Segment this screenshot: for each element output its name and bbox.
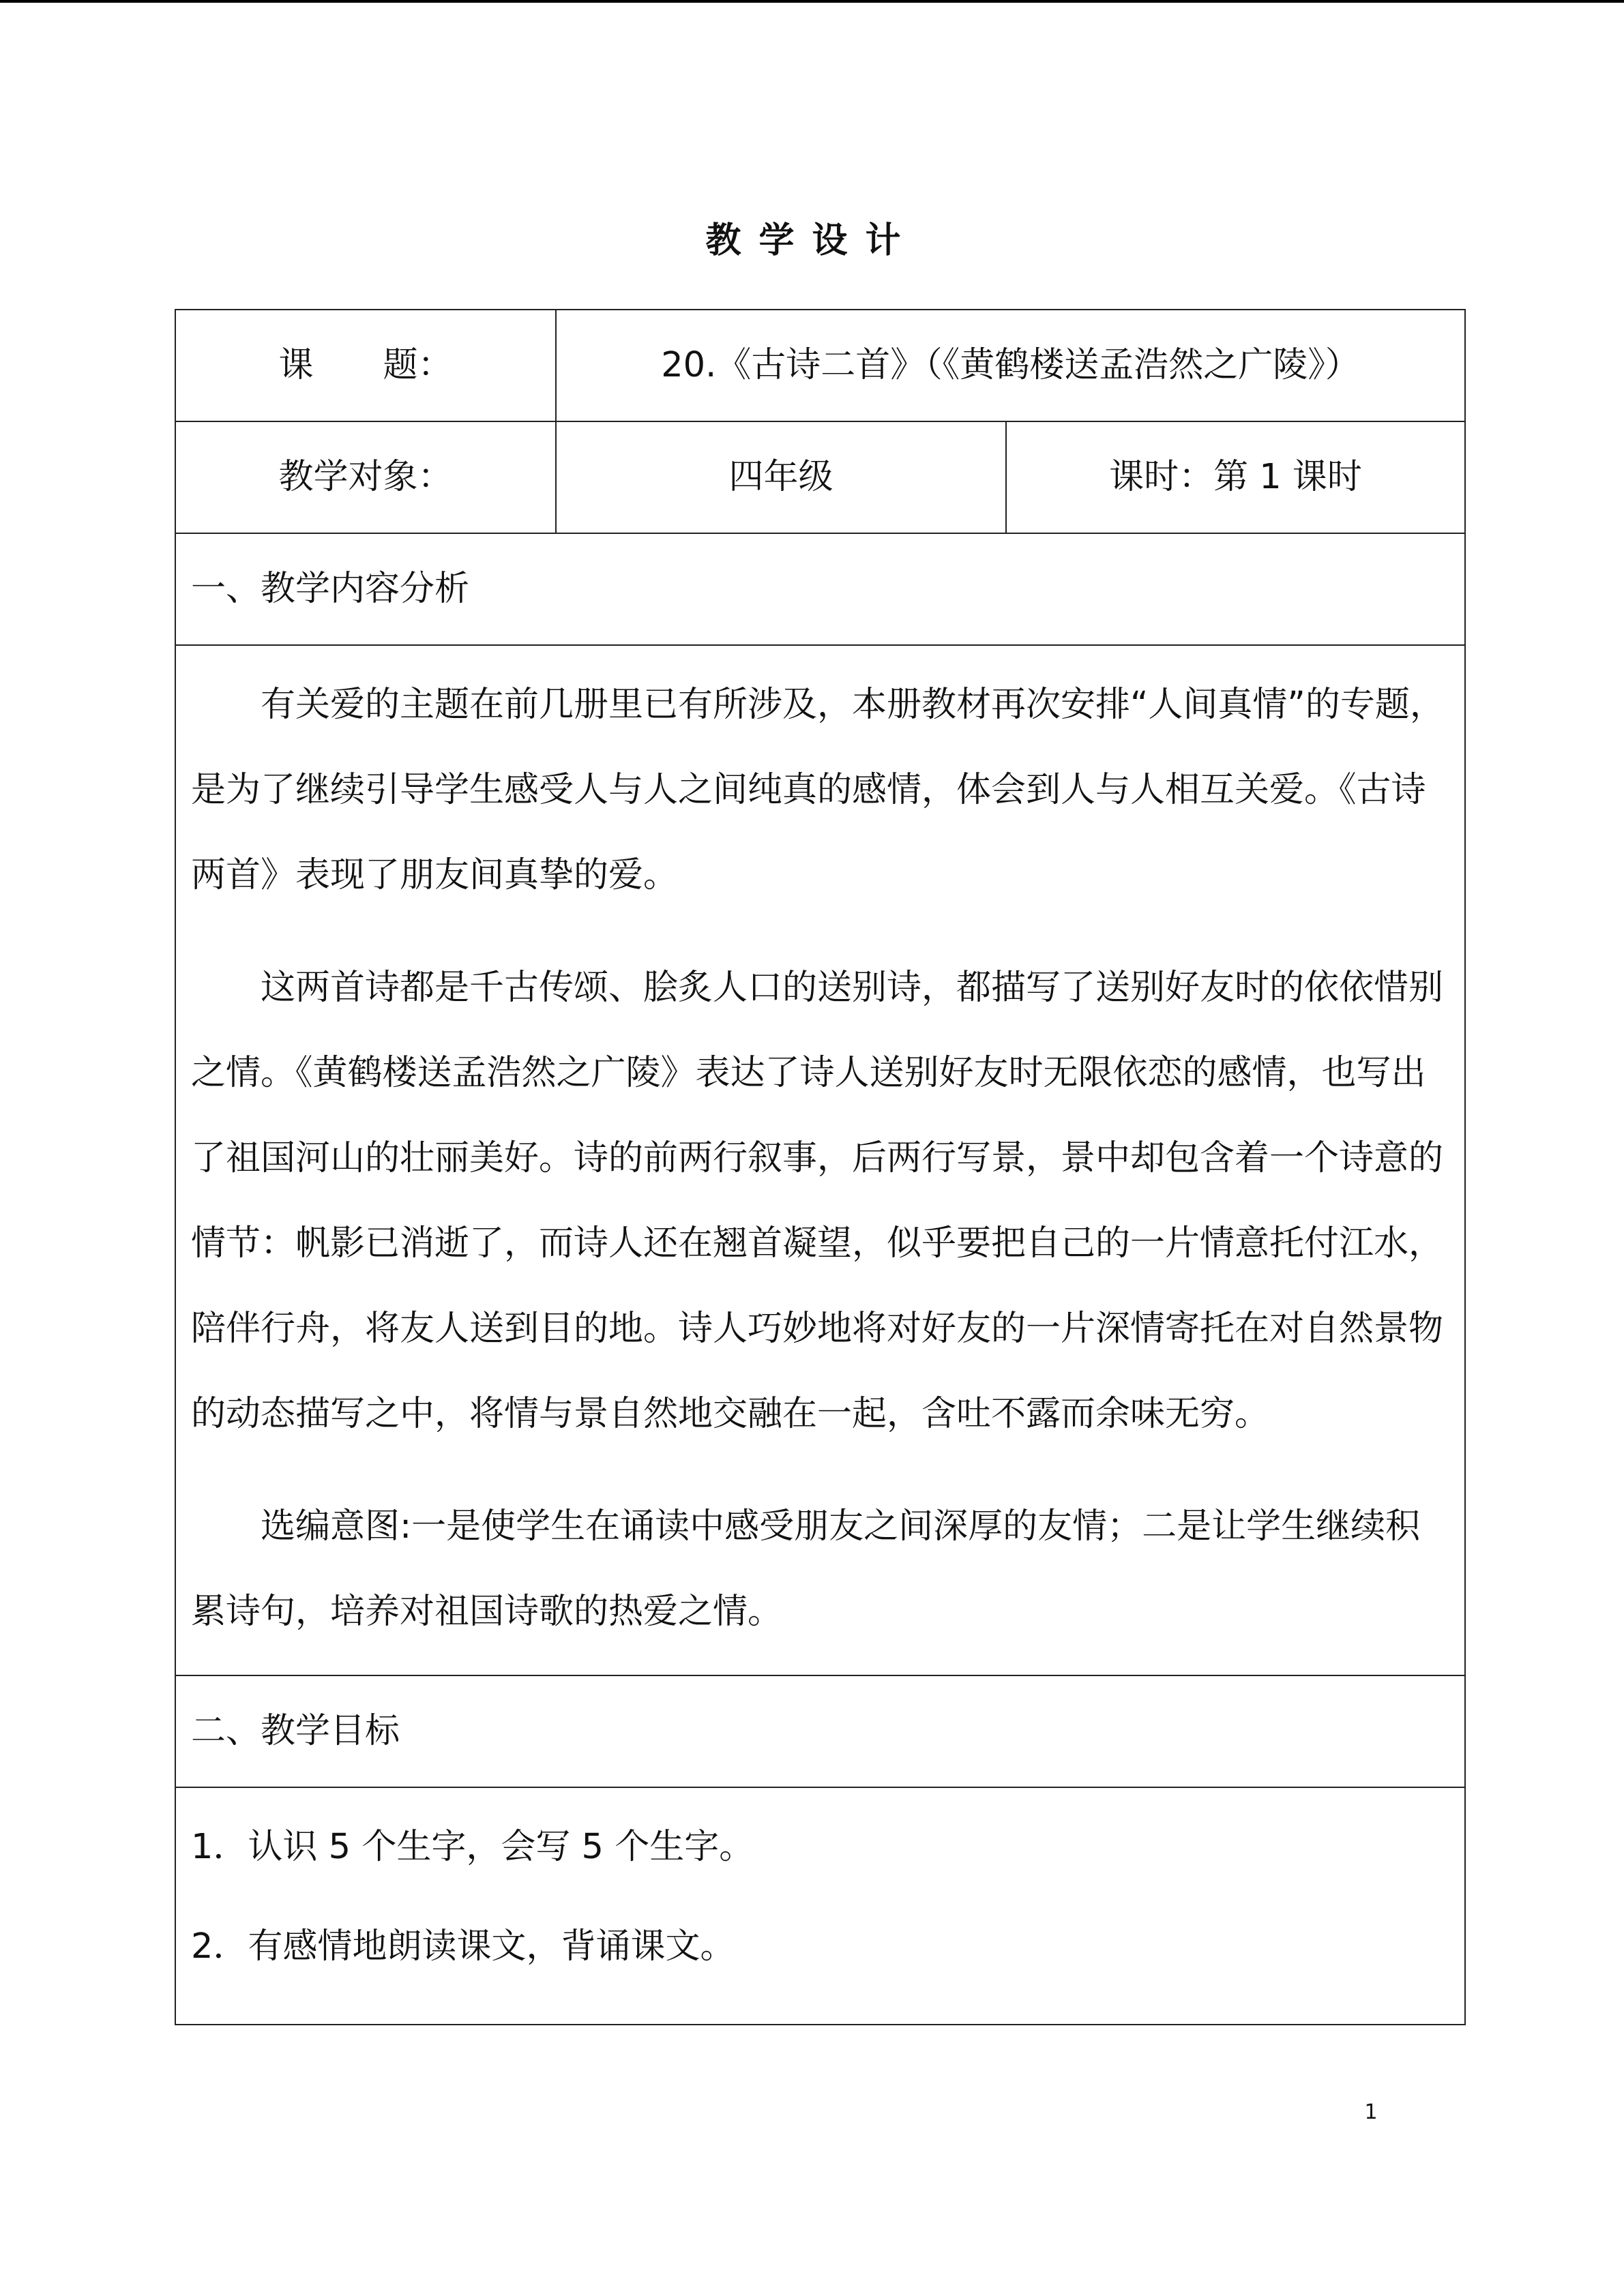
section1-heading-row xyxy=(175,533,1465,645)
section1-heading: 一、教学内容分析 xyxy=(175,533,1465,645)
goal-item: 1．认识 5 个生字，会写 5 个生字。 xyxy=(191,1827,754,1867)
section2-content-row xyxy=(175,1787,1465,2025)
topic-row xyxy=(175,310,1465,421)
section1-content xyxy=(175,645,1465,1675)
audience-label: 教学对象： xyxy=(175,421,556,533)
lesson-plan-table xyxy=(175,309,1466,2025)
page-number: 1 xyxy=(1364,2100,1378,2124)
goal-item: 2．有感情地朗读课文，背诵课文。 xyxy=(191,1926,735,1967)
document-title: 教学设计 xyxy=(705,220,919,261)
analysis-paragraph: 这两首诗都是千古传颂、脍炙人口的送别诗，都描写了送别好友时的依依惜别之情。《黄鹤楼送孟浩然之广陵》表达了诗人送别好友时无限依恋的感情，也写出了祖国河山的壮丽美好。诗的前两行叙事，后两行写景，景中却包含着一个诗意的情节：帆影已消逝了，而诗人还在翘首凝望，似乎要把自己的一片情意托付江水，陪伴行舟，将友人送到目的地。诗人巧妙地将对好友的一片深情寄托在对自然景物的动态描写之中，将情与景自然地交融在一起，含吐不露而余味无穷。 xyxy=(191,968,1444,1434)
topic-label: 课 题： xyxy=(175,310,556,421)
topic-value: 20.《古诗二首》（《黄鹤楼送孟浩然之广陵》） xyxy=(556,310,1465,421)
section2-heading-row xyxy=(175,1675,1465,1787)
section2-heading: 二、教学目标 xyxy=(175,1675,1465,1787)
section1-content-row xyxy=(175,645,1465,1675)
analysis-paragraph: 选编意图:一是使学生在诵读中感受朋友之间深厚的友情；二是让学生继续积累诗句，培养对祖国诗歌的热爱之情。 xyxy=(191,1506,1421,1632)
top-border-rule xyxy=(0,0,1624,3)
period-value: 课时：第 1 课时 xyxy=(1006,421,1465,533)
audience-row xyxy=(175,421,1465,533)
analysis-paragraph: 有关爱的主题在前几册里已有所涉及，本册教材再次安排“人间真情”的专题，是为了继续引导学生感受人与人之间纯真的感情，体会到人与人相互关爱。《古诗两首》表现了朋友间真挚的爱。 xyxy=(191,685,1445,895)
audience-value: 四年级 xyxy=(556,421,1006,533)
section2-content xyxy=(175,1787,1465,2025)
